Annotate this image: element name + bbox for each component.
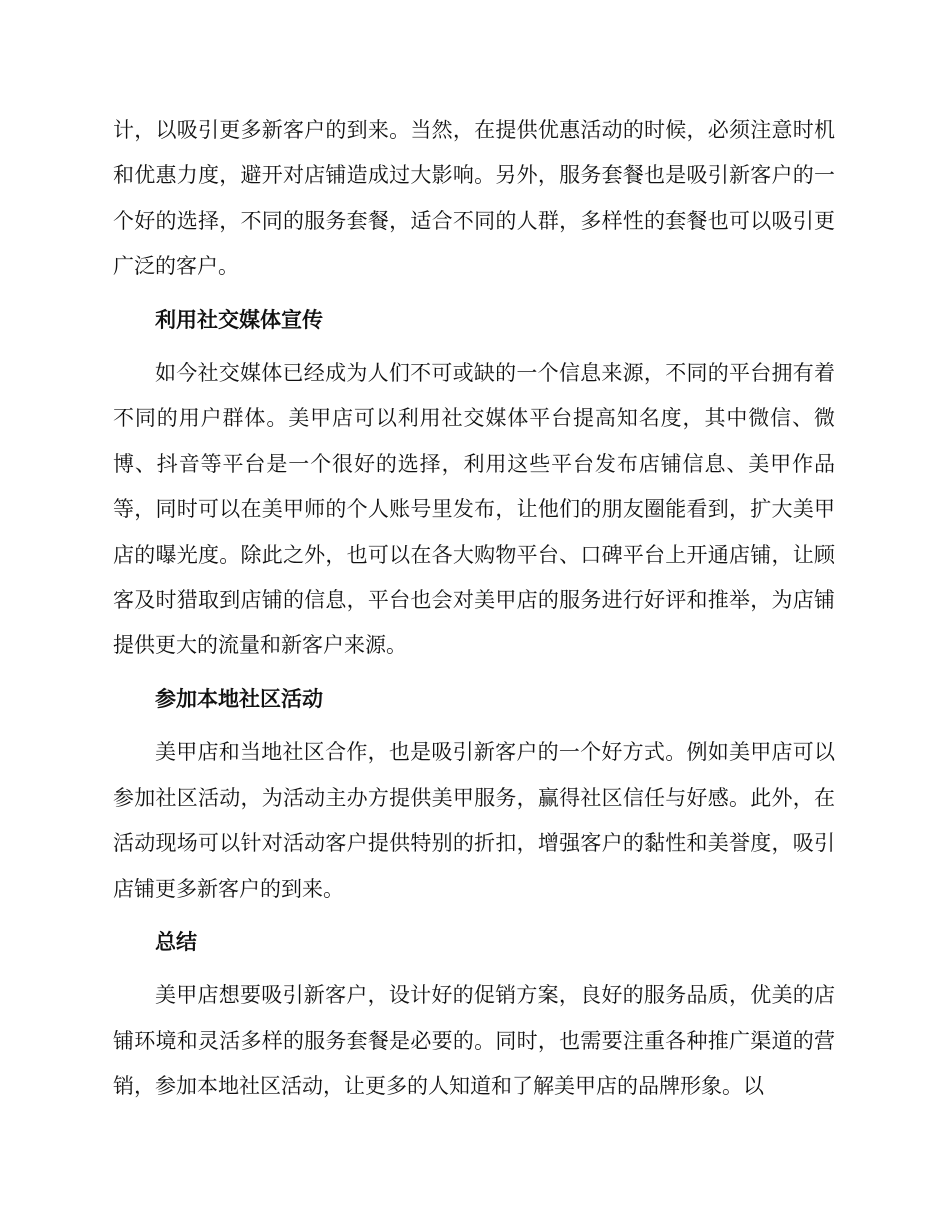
section-heading-community: 参加本地社区活动 bbox=[155, 686, 323, 711]
section-heading-social-media: 利用社交媒体宣传 bbox=[155, 307, 323, 332]
section-paragraph-social-media: 如今社交媒体已经成为人们不可或缺的一个信息来源，不同的平台拥有着不同的用户群体。美甲店可以利用社交媒体平台提高知名度，其中微信、微博、抖音等平台是一个很好的选择，利用这些平台发布店铺信息、美甲作品等，同时可以在美甲师的个人账号里发布，让他们的朋友圈能看到，扩大美甲店的曝光度。除此之外，也可以在各大购物平台、口碑平台上开通店铺，让顾客及时猎取到店铺的信息，平台也会对美甲店的服务进行好评和推举，为店铺提供更大的流量和新客户来源。 bbox=[113, 361, 835, 658]
intro-paragraph: 计，以吸引更多新客户的到来。当然，在提供优惠活动的时候，必须注意时机和优惠力度，避开对店铺造成过大影响。另外，服务套餐也是吸引新客户的一个好的选择，不同的服务套餐，适合不同的人群，多样性的套餐也可以吸引更广泛的客户。 bbox=[113, 118, 835, 279]
section-paragraph-summary: 美甲店想要吸引新客户，设计好的促销方案，良好的服务品质，优美的店铺环境和灵活多样的服务套餐是必要的。同时，也需要注重各种推广渠道的营销，参加本地社区活动，让更多的人知道和了解美甲店的品牌形象。以 bbox=[113, 983, 835, 1099]
section-paragraph-community: 美甲店和当地社区合作，也是吸引新客户的一个好方式。例如美甲店可以参加社区活动，为活动主办方提供美甲服务，赢得社区信任与好感。此外，在活动现场可以针对活动客户提供特别的折扣，增强客户的黏性和美誉度，吸引店铺更多新客户的到来。 bbox=[113, 740, 835, 901]
document-body bbox=[113, 108, 835, 1110]
section-heading-summary: 总结 bbox=[155, 929, 197, 954]
